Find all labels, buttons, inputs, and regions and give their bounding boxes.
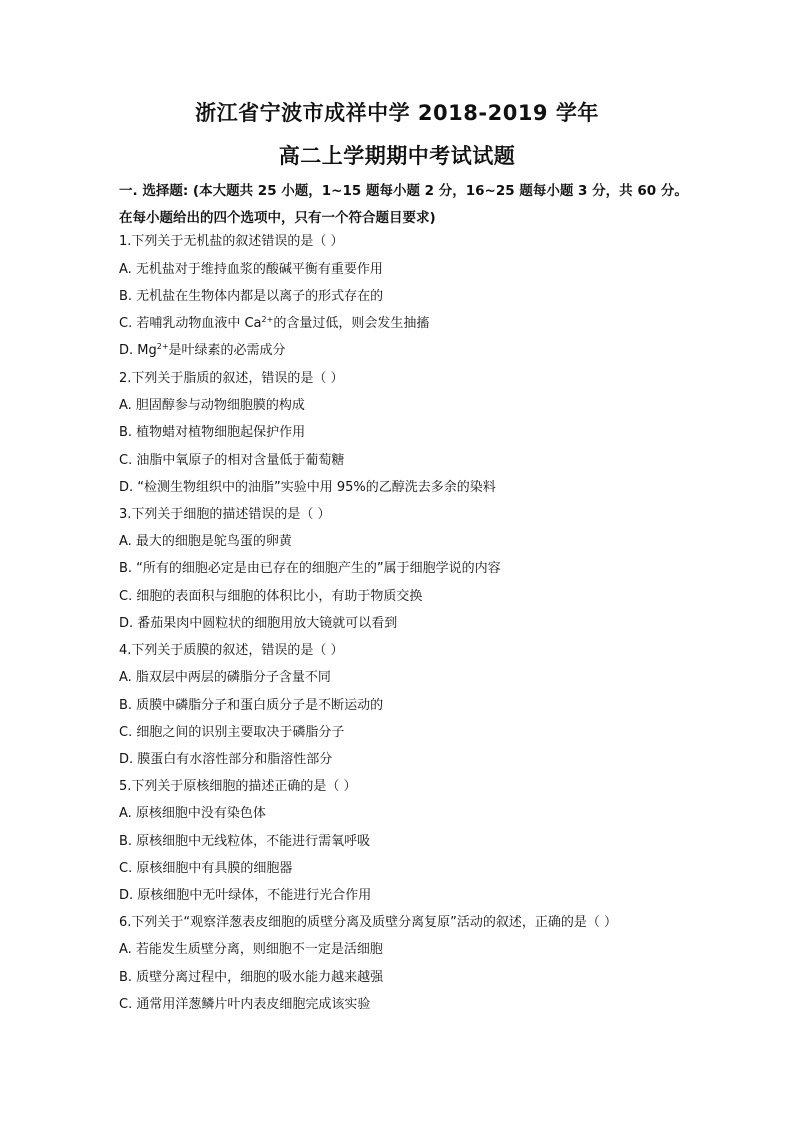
question-5-option-b: B. 原核细胞中无线粒体，不能进行需氧呼吸 bbox=[119, 834, 371, 849]
question-3-option-c: C. 细胞的表面积与细胞的体积比小，有助于物质交换 bbox=[119, 589, 423, 604]
question-3-option-b: B. “所有的细胞必定是由已存在的细胞产生的”属于细胞学说的内容 bbox=[119, 561, 501, 576]
option-text-start: C. 若哺乳动物血液中 Ca bbox=[119, 316, 262, 331]
section-heading-line2: 在每小题给出的四个选项中，只有一个符合题目要求) bbox=[119, 210, 436, 226]
question-6-option-a: A. 若能发生质壁分离，则细胞不一定是活细胞 bbox=[119, 942, 383, 957]
question-3-stem: 3.下列关于细胞的描述错误的是（ ） bbox=[119, 507, 331, 522]
option-text-end: 是叶绿素的必需成分 bbox=[168, 343, 286, 358]
option-text-end: 的含量过低，则会发生抽搐 bbox=[273, 316, 430, 331]
question-5-option-d: D. 原核细胞中无叶绿体，不能进行光合作用 bbox=[119, 888, 372, 903]
exam-title-line1: 浙江省宁波市成祥中学 2018-2019 学年 bbox=[195, 101, 599, 125]
ion-charge: 2+ bbox=[261, 315, 274, 324]
question-5-option-a: A. 原核细胞中没有染色体 bbox=[119, 806, 266, 821]
question-2-option-d: D. “检测生物组织中的油脂”实验中用 95%的乙醇洗去多余的染料 bbox=[119, 480, 496, 495]
question-4-option-d: D. 膜蛋白有水溶性部分和脂溶性部分 bbox=[119, 752, 333, 767]
question-1-option-d bbox=[119, 343, 286, 359]
question-5-option-c: C. 原核细胞中有具膜的细胞器 bbox=[119, 861, 293, 876]
question-2-option-b: B. 植物蜡对植物细胞起保护作用 bbox=[119, 425, 306, 440]
question-3-option-a: A. 最大的细胞是鸵鸟蛋的卵黄 bbox=[119, 534, 292, 549]
question-3-option-d: D. 番茄果肉中圆粒状的细胞用放大镜就可以看到 bbox=[119, 616, 398, 631]
question-6-stem: 6.下列关于“观察洋葱表皮细胞的质壁分离及质壁分离复原”活动的叙述，正确的是（ ） bbox=[119, 915, 618, 930]
option-text-start: D. Mg bbox=[119, 343, 157, 358]
question-6-option-b: B. 质壁分离过程中，细胞的吸水能力越来越强 bbox=[119, 970, 384, 985]
question-2-stem: 2.下列关于脂质的叙述，错误的是（ ） bbox=[119, 371, 344, 386]
question-4-option-c: C. 细胞之间的识别主要取决于磷脂分子 bbox=[119, 725, 345, 740]
question-1-option-b: B. 无机盐在生物体内都是以离子的形式存在的 bbox=[119, 289, 384, 304]
ion-charge: 2+ bbox=[156, 342, 169, 351]
question-1-stem: 1.下列关于无机盐的叙述错误的是（ ） bbox=[119, 234, 344, 249]
question-4-stem: 4.下列关于质膜的叙述，错误的是（ ） bbox=[119, 643, 344, 658]
question-2-option-a: A. 胆固醇参与动物细胞膜的构成 bbox=[119, 398, 305, 413]
exam-title-line2: 高二上学期期中考试试题 bbox=[278, 144, 516, 168]
question-6-option-c: C. 通常用洋葱鳞片叶内表皮细胞完成该实验 bbox=[119, 997, 371, 1012]
question-5-stem: 5.下列关于原核细胞的描述正确的是（ ） bbox=[119, 779, 357, 794]
question-4-option-a: A. 脂双层中两层的磷脂分子含量不同 bbox=[119, 670, 331, 685]
question-2-option-c: C. 油脂中氧原子的相对含量低于葡萄糖 bbox=[119, 453, 345, 468]
question-1-option-a: A. 无机盐对于维持血浆的酸碱平衡有重要作用 bbox=[119, 262, 383, 277]
section-heading-line1: 一. 选择题: (本大题共 25 小题，1~15 题每小题 2 分，16~25 题每小题 3 分，共 60 分。 bbox=[119, 183, 688, 199]
question-4-option-b: B. 质膜中磷脂分子和蛋白质分子是不断运动的 bbox=[119, 698, 384, 713]
question-1-option-c bbox=[119, 316, 429, 332]
